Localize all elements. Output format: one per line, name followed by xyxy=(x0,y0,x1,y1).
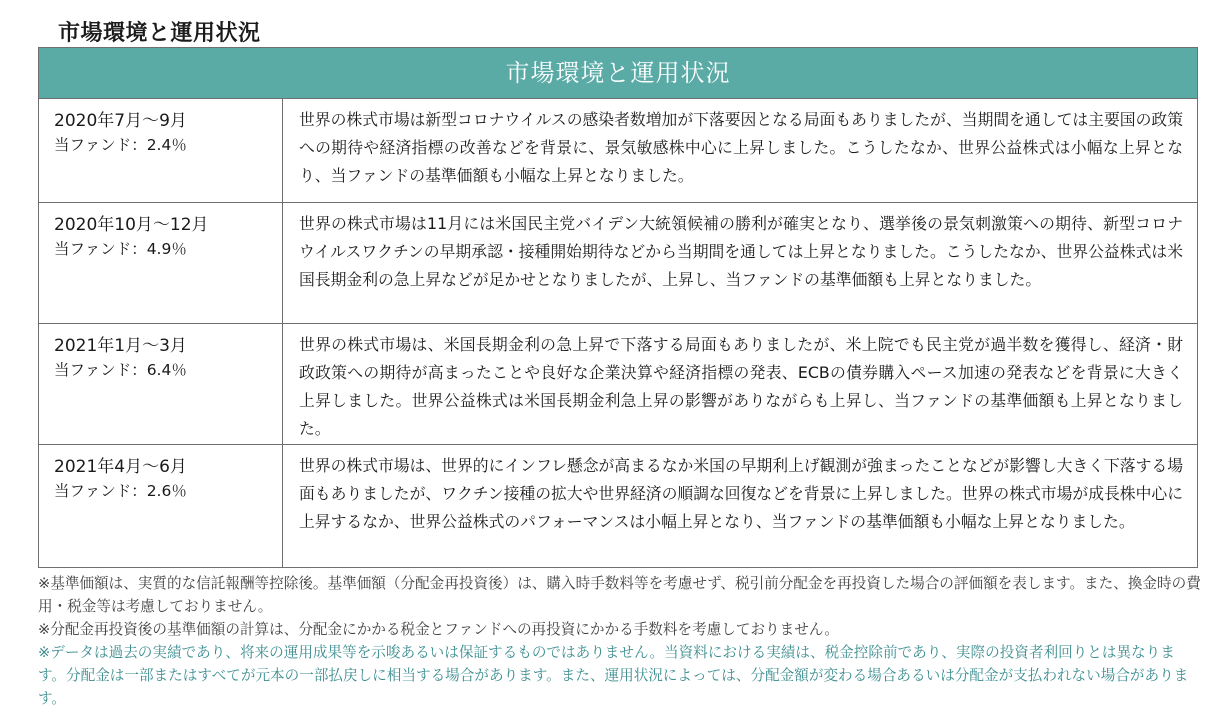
period-label: 2021年4月～6月 xyxy=(54,457,187,477)
table-row xyxy=(39,202,1197,323)
market-comment: 世界の株式市場は11月には米国民主党バイデン大統領候補の勝利が確実となり、選挙後の景気刺激策への期待、新型コロナウイルスワクチンの早期承認・接種開始期待などから当期間を通しては上昇となりました。こうしたなか、世界公益株式は米国長期金利の急上昇などが足かせとなりましたが、上昇し、当ファンドの基準価額も上昇となりました。 xyxy=(299,214,1183,289)
market-comment: 世界の株式市場は、米国長期金利の急上昇で下落する局面もありましたが、米上院でも民主党が過半数を獲得し、経済・財政政策への期待が高まったことや良好な企業決算や経済指標の発表、ECBの債券購入ペース加速の発表などを背景に大きく上昇しました。世界公益株式は米国長期金利急上昇の影響がありながらも上昇し、当ファンドの基準価額も上昇となりました。 xyxy=(299,335,1183,438)
period-cell xyxy=(39,445,283,567)
period-label: 2020年7月～9月 xyxy=(54,111,187,131)
page-title: 市場環境と運用状況 xyxy=(58,20,261,46)
period-label: 2020年10月～12月 xyxy=(54,215,209,235)
footnotes xyxy=(38,572,1202,710)
footnote-reinvestment: ※分配金再投資後の基準価額の計算は、分配金にかかる税金とファンドへの再投資にかかる手数料を考慮しておりません。 xyxy=(38,621,839,638)
period-cell xyxy=(39,324,283,444)
period-cell xyxy=(39,99,283,202)
fund-return: 当ファンド：4.9％ xyxy=(54,240,187,258)
period-cell xyxy=(39,203,283,323)
table-body xyxy=(39,99,1197,567)
market-comment: 世界の株式市場は新型コロナウイルスの感染者数増加が下落要因となる局面もありましたが、当期間を通しては主要国の政策への期待や経済指標の改善などを背景に、景気敏感株中心に上昇しました。こうしたなか、世界公益株式は小幅な上昇となり、当ファンドの基準価額も小幅な上昇となりました。 xyxy=(299,110,1183,185)
market-report-table xyxy=(38,47,1198,568)
period-label: 2021年1月～3月 xyxy=(54,336,187,356)
fund-return: 当ファンド：2.6％ xyxy=(54,482,187,500)
fund-return: 当ファンド：2.4％ xyxy=(54,136,187,154)
market-comment: 世界の株式市場は、世界的にインフレ懸念が高まるなか米国の早期利上げ観測が強まったことなどが影響し大きく下落する場面もありましたが、ワクチン接種の拡大や世界経済の順調な回復などを背景に上昇しました。世界の株式市場が成長株中心に上昇するなか、世界公益株式のパフォーマンスは小幅上昇となり、当ファンドの基準価額も小幅な上昇となりました。 xyxy=(299,456,1183,531)
footnote-nav-basis: ※基準価額は、実質的な信託報酬等控除後。基準価額（分配金再投資後）は、購入時手数料等を考慮せず、税引前分配金を再投資した場合の評価額を表します。また、換金時の費用・税金等は考慮しておりません。 xyxy=(38,575,1201,615)
table-row xyxy=(39,444,1197,567)
table-header: 市場環境と運用状況 xyxy=(39,48,1197,99)
table-row xyxy=(39,99,1197,202)
fund-return: 当ファンド：6.4％ xyxy=(54,361,187,379)
table-row xyxy=(39,323,1197,444)
footnote-disclaimer: ※データは過去の実績であり、将来の運用成果等を示唆あるいは保証するものではありません。当資料における実績は、税金控除前であり、実際の投資者利回りとは異なります。分配金は一部またはすべてが元本の一部払戻しに相当する場合があります。また、運用状況によっては、分配金額が変わる場合あるいは分配金が支払われない場合があります。 xyxy=(38,644,1189,707)
